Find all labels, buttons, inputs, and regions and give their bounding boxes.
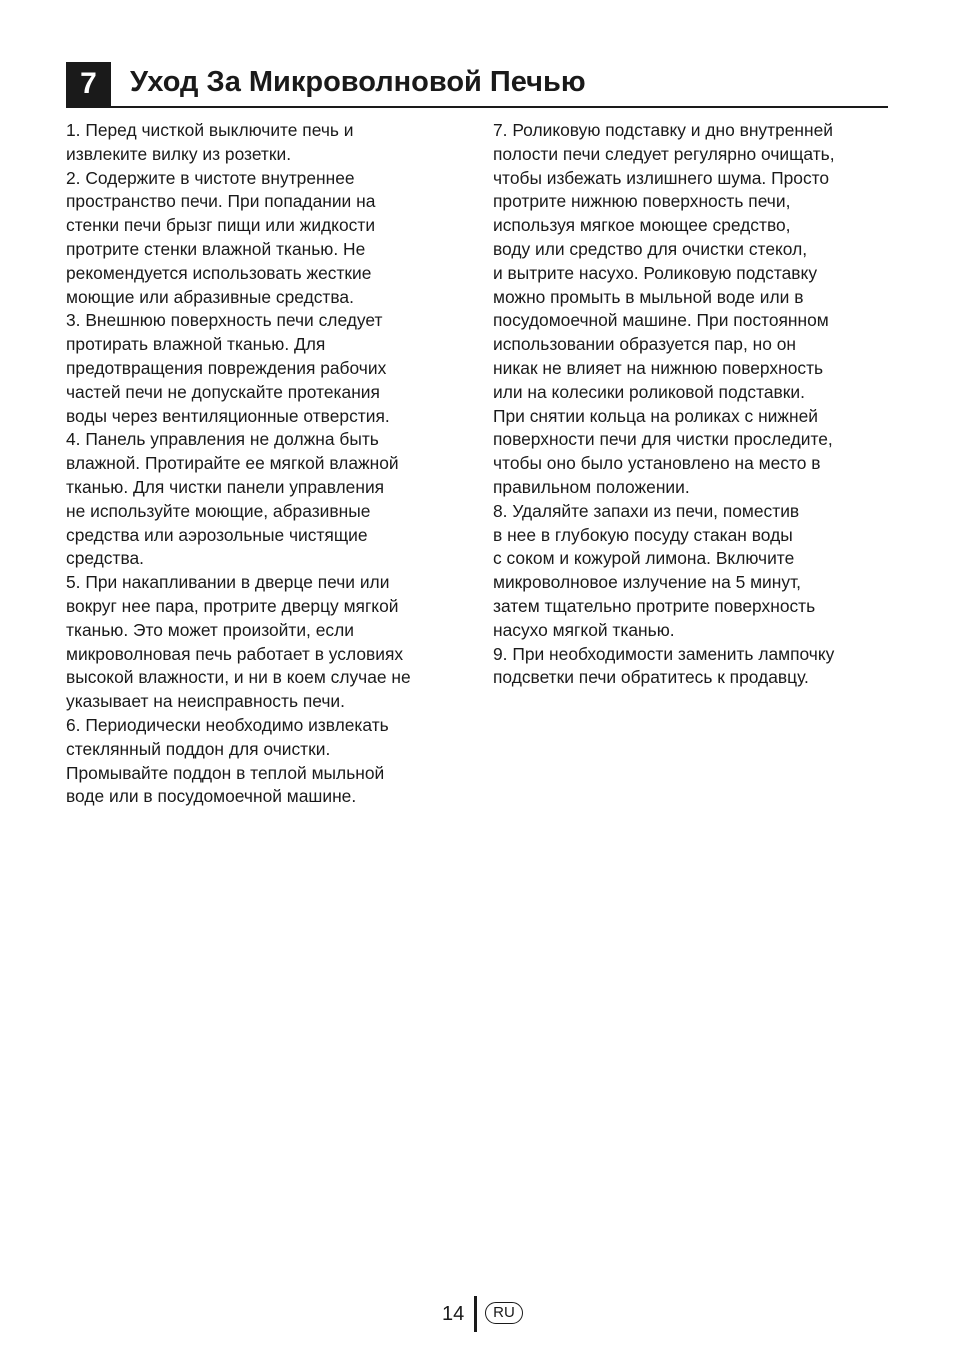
text-line: никак не влияет на нижнюю поверхность bbox=[493, 357, 824, 378]
text-line: микроволновое излучение на 5 минут, bbox=[493, 572, 801, 593]
text-line: 3. Внешнюю поверхность печи следует bbox=[66, 310, 383, 331]
language-badge: RU bbox=[485, 1302, 523, 1324]
page-number: 14 bbox=[442, 1303, 465, 1325]
text-line: 8. Удаляйте запахи из печи, поместив bbox=[493, 500, 800, 521]
text-line: поверхности печи для чистки проследите, bbox=[493, 429, 833, 450]
text-line: подсветки печи обратитесь к продавцу. bbox=[493, 667, 809, 688]
text-line: протрите стенки влажной тканью. Не bbox=[66, 238, 366, 259]
text-line: насухо мягкой тканью. bbox=[493, 619, 675, 640]
section-title: Уход За Микроволновой Печью bbox=[130, 66, 586, 98]
text-line: вокруг нее пара, протрите дверцу мягкой bbox=[66, 595, 399, 616]
text-line: средства или аэрозольные чистящие bbox=[66, 524, 368, 545]
text-line: 7. Роликовую подставку и дно внутренней bbox=[493, 120, 834, 140]
text-line: протирать влажной тканью. Для bbox=[66, 334, 326, 355]
text-line: использовании образуется пар, но он bbox=[493, 334, 797, 355]
text-line: 4. Панель управления не должна быть bbox=[66, 429, 379, 450]
text-line: воде или в посудомоечной машине. bbox=[66, 786, 357, 807]
text-line: извлеките вилку из розетки. bbox=[66, 143, 292, 164]
text-line: чтобы избежать излишнего шума. Просто bbox=[493, 167, 830, 188]
page-footer bbox=[0, 1296, 954, 1332]
text-line: посудомоечной машине. При постоянном bbox=[493, 310, 829, 331]
left-column bbox=[66, 119, 411, 809]
text-line: с соком и кожурой лимона. Включите bbox=[493, 548, 795, 569]
text-line: стеклянный поддон для очистки. bbox=[66, 738, 331, 759]
text-line: 2. Содержите в чистоте внутреннее bbox=[66, 167, 355, 188]
text-line: 6. Периодически необходимо извлекать bbox=[66, 714, 389, 735]
text-line: высокой влажности, и ни в коем случае не bbox=[66, 667, 411, 688]
text-line: воду или средство для очистки стекол, bbox=[493, 238, 808, 259]
text-line: не используйте моющие, абразивные bbox=[66, 500, 371, 521]
right-column bbox=[493, 119, 835, 690]
text-line: предотвращения повреждения рабочих bbox=[66, 357, 387, 378]
text-line: правильном положении. bbox=[493, 476, 690, 497]
text-line: в нее в глубокую посуду стакан воды bbox=[493, 524, 793, 545]
text-line: затем тщательно протрите поверхность bbox=[493, 595, 816, 616]
text-line: протрите нижнюю поверхность печи, bbox=[493, 191, 791, 212]
text-line: средства. bbox=[66, 548, 145, 569]
footer-divider bbox=[474, 1296, 477, 1332]
text-line: воды через вентиляционные отверстия. bbox=[66, 405, 390, 426]
section-header bbox=[66, 62, 888, 108]
text-line: или на колесики роликовой подставки. bbox=[493, 381, 805, 402]
text-line: При снятии кольца на роликах с нижней bbox=[493, 405, 819, 426]
text-line: 9. При необходимости заменить лампочку bbox=[493, 643, 835, 664]
text-line: указывает на неисправность печи. bbox=[66, 691, 345, 712]
text-line: 5. При накапливании в дверце печи или bbox=[66, 572, 390, 593]
text-line: 1. Перед чисткой выключите печь и bbox=[66, 120, 354, 140]
text-line: моющие или абразивные средства. bbox=[66, 286, 354, 307]
text-line: тканью. Для чистки панели управления bbox=[66, 476, 385, 497]
text-line: влажной. Протирайте ее мягкой влажной bbox=[66, 453, 399, 474]
text-line: и вытрите насухо. Роликовую подставку bbox=[493, 262, 818, 283]
section-number: 7 bbox=[66, 62, 111, 106]
text-line: тканью. Это может произойти, если bbox=[66, 619, 354, 640]
text-line: микроволновая печь работает в условиях bbox=[66, 643, 404, 664]
text-line: можно промыть в мыльной воде или в bbox=[493, 286, 804, 307]
text-line: Промывайте поддон в теплой мыльной bbox=[66, 762, 385, 783]
text-line: используя мягкое моющее средство, bbox=[493, 215, 791, 236]
text-line: стенки печи брызг пищи или жидкости bbox=[66, 215, 376, 236]
text-line: рекомендуется использовать жесткие bbox=[66, 262, 372, 283]
text-line: чтобы оно было установлено на место в bbox=[493, 453, 821, 474]
text-line: пространство печи. При попадании на bbox=[66, 191, 376, 212]
text-line: полости печи следует регулярно очищать, bbox=[493, 143, 835, 164]
text-line: частей печи не допускайте протекания bbox=[66, 381, 380, 402]
